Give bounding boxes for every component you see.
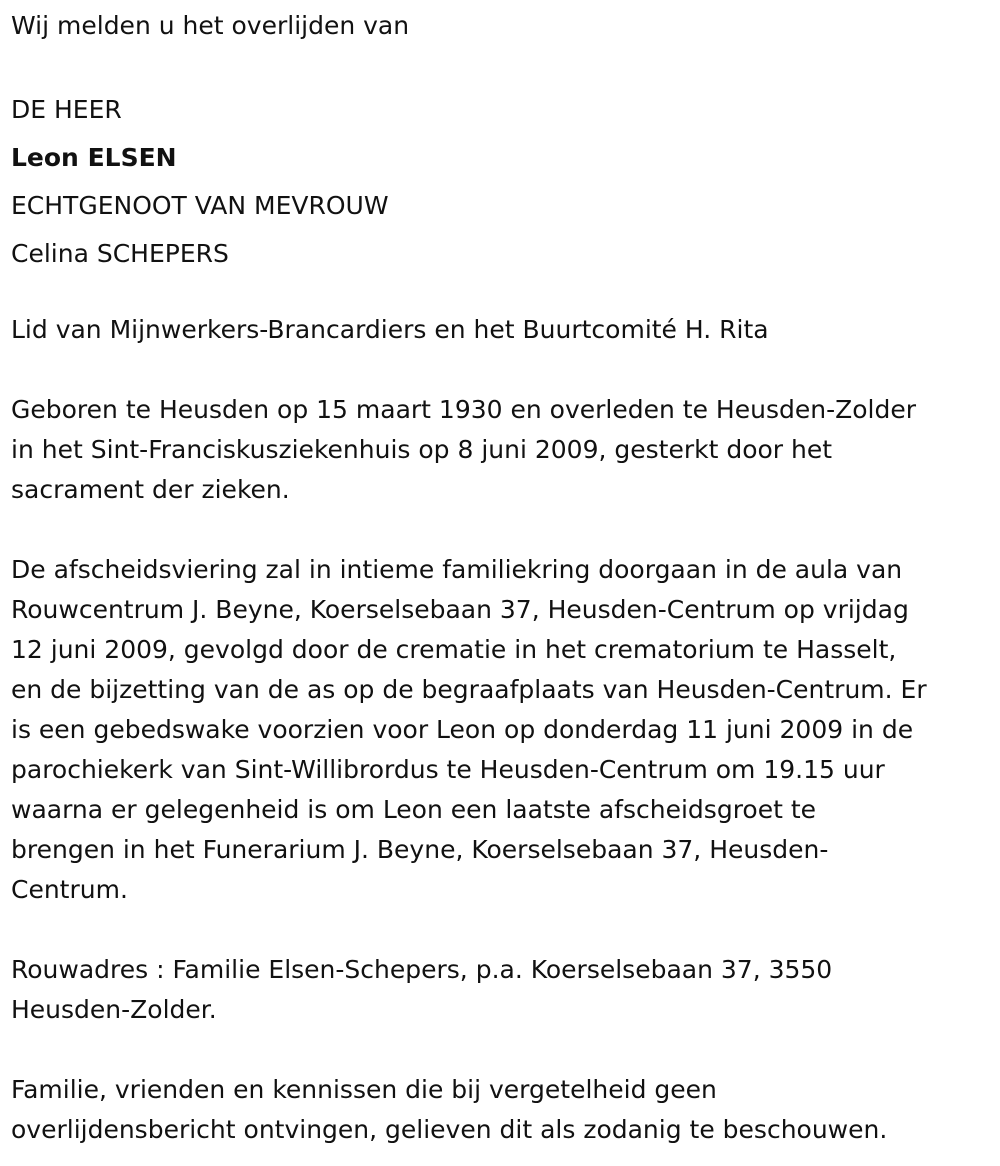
spacer — [11, 278, 985, 310]
paragraph-line: Heusden-Zolder. — [11, 995, 217, 1024]
address-paragraph — [11, 950, 985, 1030]
intro-text: Wij melden u het overlijden van — [11, 11, 410, 40]
spacer — [11, 510, 985, 550]
closing-paragraph — [11, 1070, 985, 1150]
ceremony-paragraph — [11, 550, 985, 910]
spacer — [11, 910, 985, 950]
paragraph-line: en de bijzetting van de as op de begraafplaats van Heusden-Centrum. Er — [11, 675, 927, 704]
paragraph-line: 12 juni 2009, gevolgd door de crematie in het crematorium te Hasselt, — [11, 635, 897, 664]
spouse-name: Celina SCHEPERS — [11, 239, 229, 268]
paragraph-line: Geboren te Heusden op 15 maart 1930 en overleden te Heusden-Zolder — [11, 395, 916, 424]
membership-text: Lid van Mijnwerkers-Brancardiers en het Buurtcomité H. Rita — [11, 315, 769, 344]
paragraph-line: waarna er gelegenheid is om Leon een laatste afscheidsgroet te — [11, 795, 817, 824]
deceased-name: Leon ELSEN — [11, 143, 177, 172]
spacer — [11, 46, 985, 86]
paragraph-line: Rouwcentrum J. Beyne, Koerselsebaan 37, Heusden-Centrum op vrijdag — [11, 595, 909, 624]
paragraph-line: Centrum. — [11, 875, 128, 904]
spouse-label: ECHTGENOOT VAN MEVROUW — [11, 191, 389, 220]
paragraph-line: parochiekerk van Sint-Willibrordus te Heusden-Centrum om 19.15 uur — [11, 755, 885, 784]
title-prefix: DE HEER — [11, 95, 122, 124]
spacer — [11, 350, 985, 390]
paragraph-line: Rouwadres : Familie Elsen-Schepers, p.a. Koerselsebaan 37, 3550 — [11, 955, 833, 984]
paragraph-line: overlijdensbericht ontvingen, gelieven dit als zodanig te beschouwen. — [11, 1115, 888, 1144]
paragraph-line: De afscheidsviering zal in intieme familiekring doorgaan in de aula van — [11, 555, 903, 584]
spacer — [11, 1030, 985, 1070]
paragraph-line: brengen in het Funerarium J. Beyne, Koerselsebaan 37, Heusden- — [11, 835, 829, 864]
birth-death-paragraph — [11, 390, 985, 510]
paragraph-line: is een gebedswake voorzien voor Leon op donderdag 11 juni 2009 in de — [11, 715, 914, 744]
paragraph-line: in het Sint-Franciskusziekenhuis op 8 juni 2009, gesterkt door het — [11, 435, 833, 464]
paragraph-line: Familie, vrienden en kennissen die bij vergetelheid geen — [11, 1075, 717, 1104]
paragraph-line: sacrament der zieken. — [11, 475, 290, 504]
